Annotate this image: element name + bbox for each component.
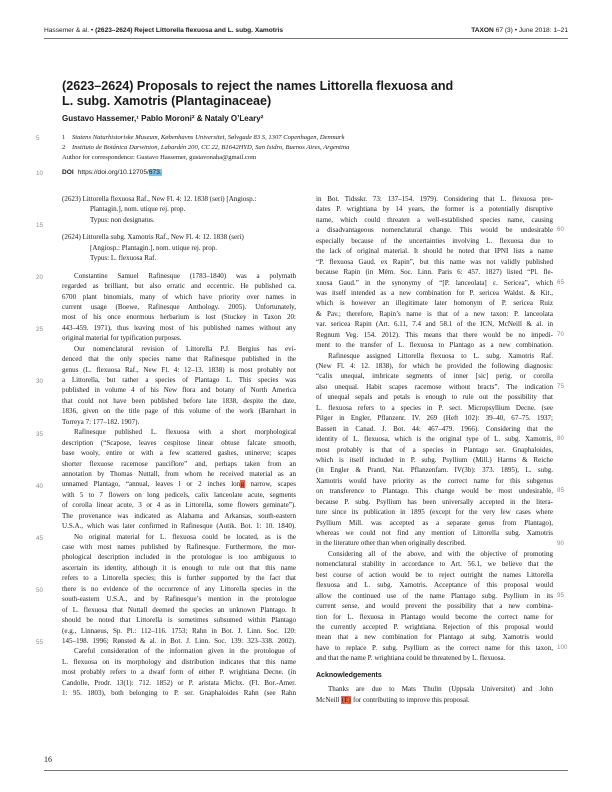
text-line: ture since its publication in 1895 (except for the very few cases where <box>316 508 553 517</box>
paragraph-gap <box>62 225 296 232</box>
line-number: 50 <box>36 587 43 595</box>
line-number: 95 <box>557 591 564 599</box>
text-line: McNeill (E) for contributing to improve this proposal. <box>316 695 470 704</box>
line-number: 85 <box>557 487 564 495</box>
footer-rule <box>44 770 568 771</box>
text-line: [Angiosp.: Plantagin.], nom. utique rej. prop. <box>90 243 218 252</box>
doi-highlight: 673. <box>148 169 162 176</box>
text-line: Considering all of the above, and with the objective of promoting <box>328 549 553 558</box>
text-line: that could not have been published before late 1838, despite the date, <box>62 396 296 405</box>
text-line: Plantagin.], nom. utique rej. prop. <box>90 205 186 214</box>
right-text-column <box>316 194 553 705</box>
text-line: whereas we could not find any mention of Littorella subg. Xamotris <box>316 529 553 537</box>
line-number: 90 <box>557 539 564 547</box>
text-line: in the literature other than when originally described. <box>316 539 466 548</box>
text-line: there is no evidence of the occurrence of any Littorella species in the <box>62 584 296 593</box>
text-line: current sense, and would prevent the possibility that a new combina- <box>316 602 553 611</box>
affiliation-text: Instituto de Botánica Darwinion, Labardén 200, CC 22, B1642HYD, San Isidro, Buenos Aires, Argentina <box>72 143 350 151</box>
text-line: best course of action would be to reject outright the names Littorella <box>316 570 553 579</box>
text-line: (e.g., Linnaeus, Sp. Pl.: 112–116. 1753; Rahn in Bot. J. Linn. Soc. 120: <box>62 626 296 635</box>
header-rule <box>44 38 568 39</box>
text-line: mean that a new combination for Plantago at subg. Xamotris would <box>316 633 553 642</box>
line-number: 30 <box>36 378 43 386</box>
text-line: (2623) Littorella flexuosa Raf., New Fl. 4: 12. 1838 (seri) [Angiosp.: <box>62 195 257 203</box>
line-number: 45 <box>36 535 43 543</box>
text-line: case with most names published by Rafinesque. Furthermore, the mor- <box>62 543 296 551</box>
text-line: the currently accepted P. wrightiana. Rejection of this proposal would <box>316 622 553 631</box>
doi-link[interactable]: https://doi.org/10.12705/ <box>77 169 149 176</box>
text-line: most probably is that of a species in Plantago ser. Gnaphaloides, <box>316 445 553 454</box>
text-line: 1836, given on the title page of this volume of the work (Barnhart in <box>62 407 296 416</box>
title-line-2: L. subg. Xamotris (Plantaginaceae) <box>62 94 272 109</box>
paragraph-gap <box>62 264 296 271</box>
text-line: have to replace P. subg. Psyllium as the correct name for this taxon, <box>316 643 553 652</box>
text-line: Constantine Samuel Rafinesque (1783–1840) was a polymath <box>74 271 296 280</box>
text-line: most probably refers to a dwarf form of either P. wrightiana Decne. (in <box>62 668 296 677</box>
text-line: and that the name P. wrightiana could be threatened by L. flexuosa. <box>316 654 506 663</box>
volume-info: 67 (3) • June 2018: 1–21 <box>495 27 568 34</box>
text-line: L. flexuosa on its morphology and distribution indicates that this name <box>62 657 296 666</box>
text-line: shorter flexuose racemose pauciflore” and, perhaps taken from an <box>62 459 296 468</box>
text-line: “calix unequal, imbricate segments of inner [sic] perig. or corolla <box>316 372 553 381</box>
page-number: 16 <box>44 755 52 764</box>
text-line: base wooly, entire or with a few scattered gashes, uninerve; scapes <box>62 449 296 458</box>
affiliation-2 <box>62 143 562 153</box>
text-line: in Bot. Tidsskr. 73: 137–154. 1979). Considering that L. flexuosa pre- <box>316 195 553 203</box>
text-line: Typus: L. flexuosa Raf. <box>90 254 157 263</box>
text-line: (in Engler & Prantl, Nat. Pflanzenfam. IV(3b): 373. 1895), L. subg. <box>316 466 553 475</box>
text-line: Candolle, Prodr. 13(1): 712. 1852) or P. aristata Michx. (Fl. Bor.-Amer. <box>62 678 296 687</box>
text-line: 6700 plant binomials, many of which have priority over names in <box>62 292 296 301</box>
text-line: which is however an illegitimate later homonym of P. sericea Ruiz <box>316 299 553 308</box>
text-line: unnamed Plantago, “annual, leaves l or 2 inches long narrow, scapes <box>62 480 296 489</box>
text-line: with 5 to 7 flowers on long pedicels, calix lanceolate acute, segments <box>62 490 296 499</box>
affiliations <box>62 133 562 162</box>
line-number: 20 <box>36 274 43 282</box>
author-list: Gustavo Hassemer,¹ Pablo Moroni² & Nataly O’Leary² <box>62 114 264 123</box>
text-line: was itself intended as a new combination for P. sericea Waldst. & Kit., <box>316 288 553 297</box>
affiliation-1 <box>62 133 562 143</box>
text-line: a Littorella, but rather a species of Plantago L. This species was <box>62 376 296 384</box>
text-line: because P. subg. Psyllium has been universally accepted in the litera- <box>316 497 553 506</box>
text-line: of corolla linear acute, 3 or 4 as in Littorella, some flowers geminate”). <box>62 501 296 510</box>
text-line: L. flexuosa refers to a species in P. sect. Micropsyllium Decne. (see <box>316 403 553 412</box>
text-line: ascertain its identity, although it is enough to rule out that this name <box>62 563 296 572</box>
line-number: 55 <box>36 639 43 647</box>
text-line: U.S.A., which was later confirmed in Rafinesque (Autik. Bot. 1: 10. 1840). <box>62 522 296 531</box>
text-line: & Pav.; therefore, Rapin’s name is that of a new taxon: P. lanceolata <box>316 309 553 318</box>
text-line: of L. flexuosa that Nuttall deemed the species an unknown Plantago. It <box>62 605 296 614</box>
text-line: allow the continued use of the name Plantago subg. Psyllium in its <box>316 591 553 600</box>
text-line: Psyllium Mill. was accepted as a separate genus from Plantago), <box>316 518 553 527</box>
line-number: 100 <box>557 643 568 651</box>
text-line: Thanks are due to Mats Thulin (Uppsala Universitet) and John <box>328 685 553 694</box>
text-line: original material for typification purposes. <box>62 334 182 343</box>
text-line: also unequal. Habit scapes racemose without bracts”. The indication <box>316 382 553 391</box>
line-number: 80 <box>557 435 564 443</box>
text-line: 443–459. 1971), thus leaving most of his published names without any <box>62 323 296 332</box>
title-line-1: (2623–2624) Proposals to reject the names Littorella flexuosa and <box>62 79 454 93</box>
text-line: on transference to Plantago. This change would be most undesirable, <box>316 487 553 496</box>
text-line: Rafinesque assigned Littorella flexuosa to L. subg. Xamotris Raf. <box>328 351 553 360</box>
running-head-right <box>471 27 568 34</box>
text-line: Xamotris would have priority as the correct name for this subgenus <box>316 476 553 485</box>
line-number: 35 <box>36 430 43 438</box>
text-line: Careful consideration of the information given in the protologue of <box>74 647 296 656</box>
section-heading: Acknowledgements <box>316 671 382 679</box>
text-line: of unequal sepals and petals is enough to rule out the possibility that <box>316 393 553 402</box>
text-line: especially because of the uncertainties involving L. flexuosa due to <box>316 236 553 245</box>
text-line: (2624) Littorella subg. Xamotris Raf., New Fl. 4: 12. 1838 (seri) <box>62 233 244 242</box>
line-number: 15 <box>36 221 43 229</box>
line-number: 60 <box>557 226 564 234</box>
text-line: Pilger in Engler, Pflanzenr. IV. 269 (Heft 102): 39–40, 67–75. 1937; <box>316 414 553 423</box>
doi-label: DOI <box>62 169 74 176</box>
running-head-title: (2623–2624) Reject Littorella flexuosa and L. subg. Xamotris <box>95 27 284 34</box>
text-line: Rafinesque published L. flexuosa with a short morphological <box>74 428 296 437</box>
line-number: 75 <box>557 382 564 390</box>
text-line: 1: 95. 1803), both belonging to P. ser. Gnaphaloides Rahn (see Rahn <box>62 689 296 698</box>
text-line: Bassett in Canad. J. Bot. 44: 467–479. 1966). Considering that the <box>316 424 553 433</box>
text-line: No original material for L. flexuosa could be located, as is the <box>74 532 296 541</box>
line-number: 25 <box>36 326 43 334</box>
text-line: (New Fl. 4: 12. 1838), for which he provided the following diagnosis: <box>316 362 553 370</box>
text-line: because Rapin (in Mém. Soc. Linn. Paris 6: 457. 1827) listed “Pl. fle- <box>316 268 553 277</box>
text-line: “P. flexuosa Gaud. ex Rapin”, but this name was not validly published <box>316 257 553 266</box>
text-line: Torreya 7: 177–182. 1907). <box>62 417 140 426</box>
text-line: refers to a Littorella species; this is further supported by the fact that <box>62 574 296 583</box>
line-number: 10 <box>36 169 43 177</box>
text-line: Typus: non designatus. <box>90 215 155 224</box>
text-line: a disadvantageous nomenclatural change. This would be undesirable <box>316 226 553 235</box>
text-line: the lack of original material. It should be noted that IPNI lists a name <box>316 247 553 256</box>
line-number: 40 <box>36 482 43 490</box>
text-line: name, which could threaten a well-established species name, causing <box>316 215 553 224</box>
highlight-mark: (E) <box>341 695 351 704</box>
text-line: phological description included in the protologue is too ambiguous to <box>62 553 296 562</box>
running-head-left <box>44 27 283 34</box>
text-line: annotation by Thomas Nuttall, from whom he received material as an <box>62 469 296 478</box>
text-line: published in volume 4 of his New flora and botany of North America <box>62 386 296 395</box>
text-line: current usage (Boewe, Rafinesque Anthology. 2005). Unfortunately, <box>62 302 296 311</box>
text-line: should be noted that Littorella is sometimes subsumed within Plantago <box>62 616 296 625</box>
line-number: 5 <box>36 135 40 142</box>
line-number: 70 <box>557 330 564 338</box>
text-line: flexuosa and L. subg. Xamotris. Acceptance of this proposal would <box>316 581 553 590</box>
article-title <box>62 79 532 109</box>
journal-name: TAXON <box>471 27 494 34</box>
text-line: regarded as brilliant, but also erratic and eccentric. He published ca. <box>62 282 296 291</box>
text-line: ment to the transfer of L. flexuosa to Plantago as a new combination. <box>316 341 553 350</box>
text-line: Regnum Veg. 154. 2012). This means that there would be no impedi- <box>316 330 553 339</box>
text-line: genus (L. flexuosa Raf., New Fl. 4: 12–13. 1838) is most probably not <box>62 365 296 374</box>
running-head-authors: Hassemer & al. • <box>44 27 94 34</box>
text-line: south-eastern U.S.A., and by Rafinesque’s mention in the protologue <box>62 595 296 604</box>
affiliation-number: 1 <box>62 134 66 141</box>
text-line: tion for L. flexuosa in Plantago would become the correct name for <box>316 612 553 621</box>
text-line: nomenclatural stability in accordance to Art. 56.1, we believe that the <box>316 560 553 569</box>
affiliation-number: 2 <box>62 143 66 151</box>
text-line: identity of L. flexuosa, which is the original type of L. subg. Xamotris, <box>316 435 553 444</box>
paragraph-gap <box>316 664 553 671</box>
highlight-mark: g <box>240 480 245 489</box>
text-line: xuosa Gaud.” in the synonymy of “[P. lanceolata] ε. Sericea”, which <box>316 278 553 287</box>
text-line: Our nomenclatural revision of Littorella P.J. Bergius has evi- <box>74 344 296 353</box>
text-line: var. sericea Rapin (Art. 6.11, 7.4 and 58.1 of the ICN, McNeill & al. in <box>316 320 553 329</box>
correspondence: Author for correspondence: Gustavo Hassemer, gustavonaha@gmail.com <box>62 153 257 161</box>
text-line: description (“Scapose, leaves cespitose linear obtuse falcate smooth, <box>62 438 296 447</box>
left-text-column <box>62 194 296 699</box>
affiliation-text: Statens Naturhistoriske Museum, Københavns Universitet, Sølvgade 83 S, 1307 Copenhagen, Denmark <box>72 134 345 141</box>
text-line: dates P. wrightiana by 14 years, the former is a potentially disruptive <box>316 205 553 214</box>
text-line: most of his once enormous herbarium is lost (Stuckey in Taxon 20: <box>62 313 296 322</box>
text-line: 145–198. 1996; Rønsted & al. in Bot. J. Linn. Soc. 139: 323–338. 2002). <box>62 636 296 645</box>
text-line: The provenance was indicated as Alabama and Arkansas, south-eastern <box>62 511 296 520</box>
text-line: denced that the only species name that Rafinesque published in the <box>62 355 296 364</box>
text-line: which is itself included in P. subg. Psyllium (Mill.) Harms & Reiche <box>316 455 553 464</box>
doi-line <box>62 169 162 176</box>
line-number: 65 <box>557 278 564 286</box>
